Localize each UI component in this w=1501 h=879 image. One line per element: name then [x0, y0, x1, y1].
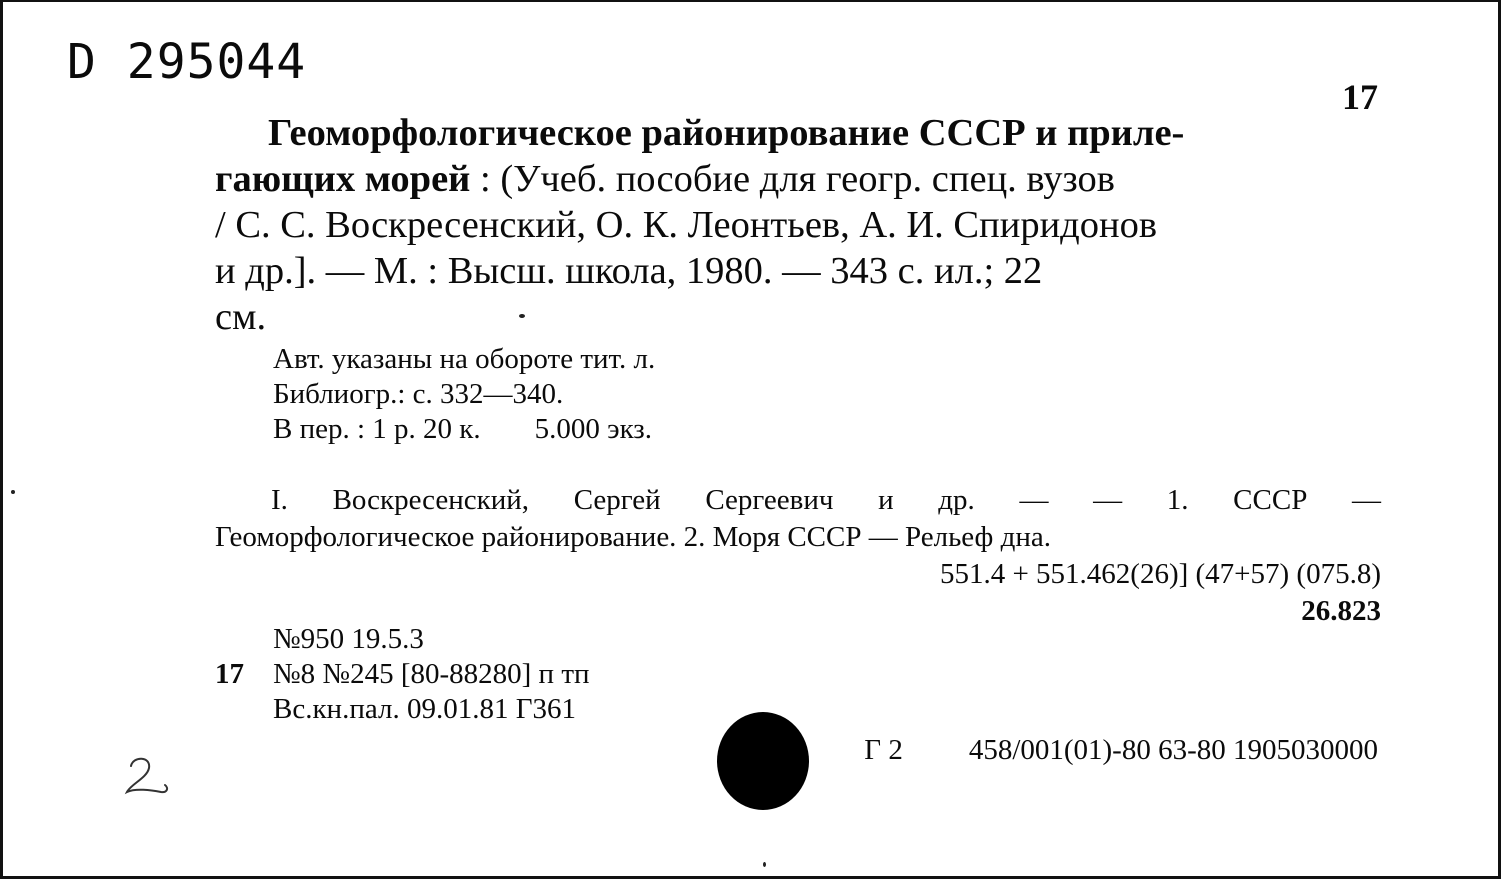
service-row-2: №8 №245 [80-88280] п тп [273, 658, 590, 690]
authors-note: Авт. указаны на обороте тит. л. [273, 343, 656, 375]
tracing-block [215, 482, 1381, 630]
card-number: 17 [1342, 77, 1378, 117]
authors-line: / С. С. Воскресенский, О. К. Леонтьев, А. И. Спиридонов [215, 204, 1158, 246]
service-block [215, 622, 590, 727]
title-line-2-bold: гающих морей [215, 158, 471, 200]
speck [11, 490, 15, 494]
service-row-1: №950 19.5.3 [273, 623, 424, 655]
title-line-2-rest: : (Учеб. пособие для геогр. спец. вузов [470, 158, 1115, 200]
bibliography-note: Библиогр.: с. 332—340. [273, 378, 564, 410]
copies: 5.000 экз. [534, 413, 652, 445]
index-rest: 458/001(01)-80 63-80 1905030000 [968, 734, 1378, 766]
service-row-2-lead: 17 [215, 658, 244, 690]
size-line: см. [215, 296, 267, 338]
speck [763, 862, 766, 867]
handwritten-mark [121, 754, 173, 800]
accession-number: D 295044 [67, 34, 307, 90]
speck [519, 314, 525, 318]
price: В пер. : 1 р. 20 к. [273, 413, 481, 445]
bbk-index: 26.823 [1301, 595, 1381, 627]
service-row-3: Вс.кн.пал. 09.01.81 Г361 [273, 693, 576, 725]
ink-blot [717, 712, 809, 810]
notes-block [273, 342, 655, 447]
udc-index: 551.4 + 551.462(26)] (47+57) (075.8) [939, 558, 1381, 590]
bibliographic-description [215, 110, 1385, 340]
tracing-line-1: I. Воскресенский, Сергей Сергеевич и др. — — 1. СССР — [271, 484, 1381, 516]
tracing-line-2: Геоморфологическое районирование. 2. Моря СССР — Рельеф дна. [215, 521, 1051, 553]
imprint-line: и др.]. — М. : Высш. школа, 1980. — 343 с. ил.; 22 [215, 250, 1043, 292]
index-letter: Г [864, 734, 882, 766]
index-line [864, 734, 1378, 767]
index-partial: 2 [888, 734, 903, 766]
price-note [273, 412, 655, 447]
title-line-1: Геоморфологическое районирование СССР и приле- [268, 112, 1185, 154]
